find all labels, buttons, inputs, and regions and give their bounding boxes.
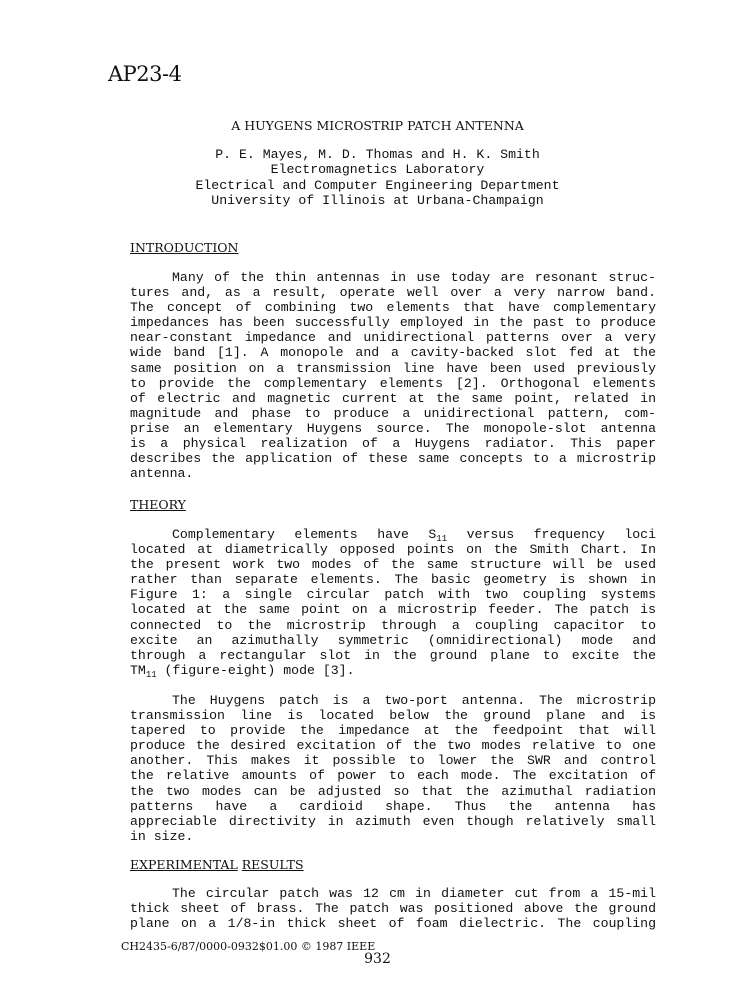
- text-line: of electric and magnetic current at the same point, related in: [130, 390, 656, 406]
- text-line: describes the application of these same concepts to a microstrip: [130, 451, 656, 467]
- subscript: 11: [436, 534, 448, 544]
- text-line: appreciable directivity in azimuth even though relatively small: [130, 813, 656, 829]
- text-line: rather than separate elements. The basic geometry is shown in: [130, 572, 656, 588]
- text-line: the two modes can be adjusted so that the azimuthal radiation: [130, 783, 656, 799]
- text-line: the present work two modes of the same structure will be used: [130, 557, 656, 573]
- theory-paragraph-2: [130, 693, 656, 844]
- section-heading-introduction: INTRODUCTION: [130, 240, 239, 255]
- text-line: wide band [1]. A monopole and a cavity-backed slot fed at the: [130, 345, 656, 361]
- text-line: The Huygens patch is a two-port antenna. The microstrip: [172, 693, 656, 708]
- text-line: thick sheet of brass. The patch was positioned above the ground: [130, 901, 656, 917]
- text-line: is a physical realization of a Huygens radiator. This paper: [130, 436, 656, 452]
- page-number: 932: [364, 951, 391, 967]
- heading-word: RESULTS: [241, 857, 304, 872]
- text-line: magnitude and phase to produce a unidirectional pattern, com-: [130, 405, 656, 421]
- text-line: another. This makes it possible to lower the SWR and control: [130, 753, 656, 769]
- introduction-paragraph: [130, 270, 656, 481]
- theory-paragraph-1: [130, 527, 656, 678]
- text-line: in size.: [130, 828, 194, 844]
- text-fragment: TM: [130, 662, 146, 678]
- text-line: excite an azimuthally symmetric (omnidirectional) mode and: [130, 632, 656, 648]
- author-lab: Electromagnetics Laboratory: [270, 162, 485, 178]
- text-line: prise an elementary Huygens source. The monopole-slot antenna: [130, 420, 656, 436]
- text-line: located at the same point on a microstrip feeder. The patch is: [130, 602, 656, 618]
- heading-word: EXPERIMENTAL: [130, 857, 238, 872]
- experimental-paragraph: [130, 886, 656, 931]
- text-line: the relative amounts of power to each mode. The excitation of: [130, 768, 656, 784]
- author-block: [0, 147, 755, 208]
- paper-title: A HUYGENS MICROSTRIP PATCH ANTENNA: [231, 118, 524, 133]
- text-fragment: versus frequency loci: [447, 527, 657, 542]
- text-line: tapered to provide the impedance at the feedpoint that will: [130, 723, 656, 739]
- text-line: Many of the thin antennas in use today are resonant struc-: [172, 270, 656, 285]
- text-line: located at diametrically opposed points on the Smith Chart. In: [130, 542, 656, 558]
- text-line: patterns have a cardioid shape. Thus the antenna has: [130, 798, 656, 814]
- text-line: [130, 527, 656, 542]
- text-line: [130, 663, 656, 678]
- text-line: produce the desired excitation of the two modes relative to one: [130, 738, 656, 754]
- author-university: University of Illinois at Urbana-Champaign: [211, 192, 544, 208]
- text-line: same position on a transmission line have been used previously: [130, 360, 656, 376]
- text-line: The concept of combining two elements that have complementary: [130, 300, 656, 316]
- section-heading-experimental-results: [130, 857, 304, 872]
- text-line: transmission line is located below the ground plane and is: [130, 708, 656, 724]
- text-line: The circular patch was 12 cm in diameter cut from a 15-mil: [172, 886, 656, 901]
- text-line: Figure 1: a single circular patch with two coupling systems: [130, 587, 656, 603]
- subscript: 11: [145, 669, 157, 680]
- author-names: P. E. Mayes, M. D. Thomas and H. K. Smith: [215, 147, 540, 162]
- section-heading-theory: THEORY: [130, 497, 186, 512]
- text-line: impedances has been successfully employed in the past to produce: [130, 315, 656, 331]
- copyright-line: CH2435-6/87/0000-0932$01.00 © 1987 IEEE: [121, 940, 376, 953]
- text-line: connected to the microstrip through a coupling capacitor to: [130, 617, 656, 633]
- author-department: Electrical and Computer Engineering Department: [195, 177, 560, 193]
- text-line: through a rectangular slot in the ground plane to excite the: [130, 647, 656, 663]
- session-code: AP23-4: [108, 62, 182, 86]
- text-fragment: Complementary elements have S: [172, 527, 437, 542]
- text-line: plane on a 1/8-in thick sheet of foam dielectric. The coupling: [130, 916, 656, 932]
- text-fragment: (figure-eight) mode [3].: [156, 662, 355, 678]
- text-line: tures and, as a result, operate well over a very narrow band.: [130, 285, 656, 301]
- text-line: to provide the complementary elements [2]. Orthogonal elements: [130, 375, 656, 391]
- text-line: antenna.: [130, 466, 194, 482]
- text-line: near-constant impedance and unidirectional patterns over a very: [130, 330, 656, 346]
